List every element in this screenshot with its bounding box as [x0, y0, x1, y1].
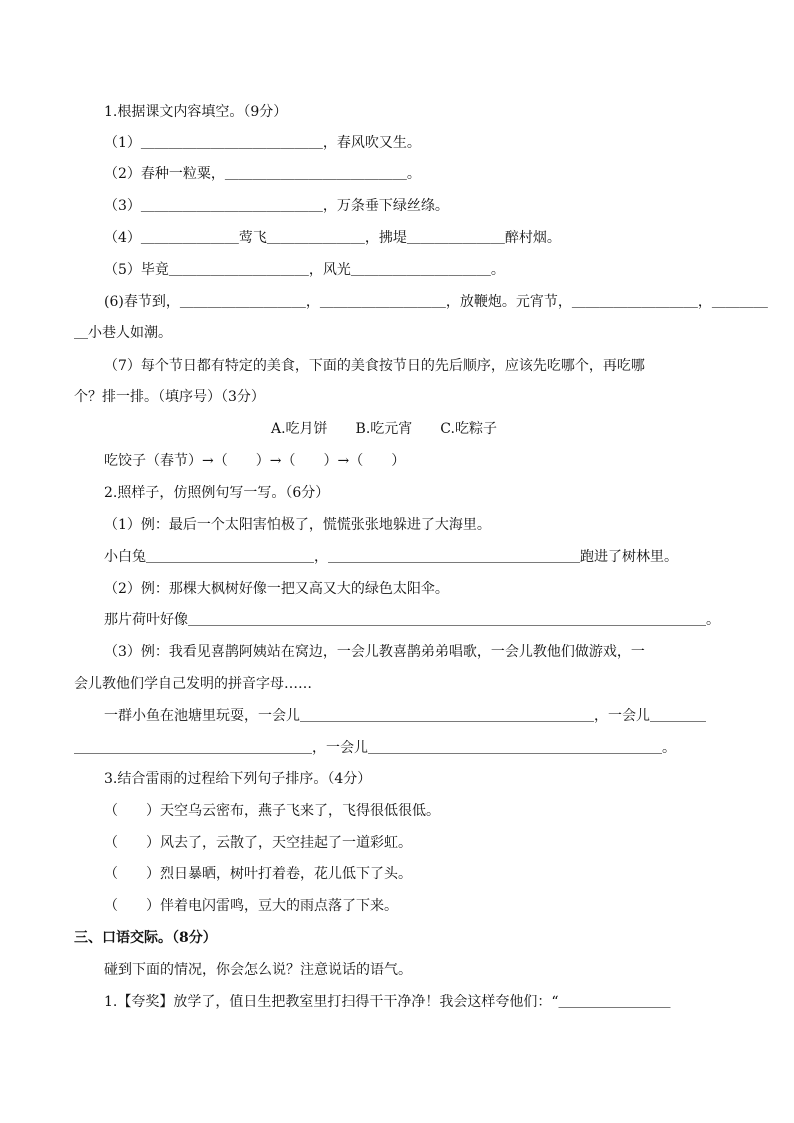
- question-3-item-4: （ ）伴着电闪雷鸣，豆大的雨点落了下来。: [104, 898, 398, 914]
- question-1-item-6-cont: ＿小巷人如潮。: [74, 325, 172, 341]
- question-2-example-1: （1）例：最后一个太阳害怕极了，慌慌张张地躲进了大海里。: [104, 517, 491, 533]
- question-2-answer-3-cont: ＿＿＿＿＿＿＿＿＿＿＿＿＿＿＿＿＿，一会儿＿＿＿＿＿＿＿＿＿＿＿＿＿＿＿＿＿＿＿＿＿。: [74, 740, 676, 756]
- question-1-item-3: （3）＿＿＿＿＿＿＿＿＿＿＿＿＿，万条垂下绿丝绦。: [104, 198, 449, 214]
- section-3-heading: 三、口语交际。（8分）: [74, 930, 217, 946]
- question-1-item-2: （2）春种一粒粟，＿＿＿＿＿＿＿＿＿＿＿＿＿。: [104, 166, 421, 182]
- question-3-item-3: （ ）烈日暴晒，树叶打着卷，花儿低下了头。: [104, 866, 412, 882]
- question-1-item-7: （7）每个节日都有特定的美食，下面的美食按节日的先后顺序，应该先吃哪个，再吃哪: [104, 358, 645, 374]
- question-1-title: 1.根据课文内容填空。（9分）: [104, 104, 288, 120]
- food-options: A.吃月饼 B.吃元宵 C.吃粽子: [271, 421, 497, 437]
- question-2-answer-1: 小白兔＿＿＿＿＿＿＿＿＿＿＿＿，＿＿＿＿＿＿＿＿＿＿＿＿＿＿＿＿＿＿跑进了树林里。: [104, 549, 678, 565]
- question-3-item-2: （ ）风去了，云散了，天空挂起了一道彩虹。: [104, 835, 412, 851]
- section-3-instruction: 碰到下面的情况，你会怎么说？注意说话的语气。: [104, 962, 412, 978]
- question-2-example-3-cont: 会儿教他们学自己发明的拼音字母……: [74, 676, 312, 692]
- question-1-item-7-cont: 个？排一排。（填序号）（3分）: [74, 389, 265, 405]
- question-1-item-6: (6)春节到，＿＿＿＿＿＿＿＿＿，＿＿＿＿＿＿＿＿＿，放鞭炮。元宵节，＿＿＿＿＿＿＿＿＿，＿＿＿＿: [104, 294, 768, 310]
- question-2-example-3: （3）例：我看见喜鹊阿姨站在窝边，一会儿教喜鹊弟弟唱歌，一会儿教他们做游戏，一: [104, 644, 645, 660]
- section-3-item-1: 1.【夸奖】放学了，值日生把教室里打扫得干干净净！我会这样夸他们：“＿＿＿＿＿＿＿＿: [104, 994, 671, 1010]
- question-2-answer-3: 一群小鱼在池塘里玩耍，一会儿＿＿＿＿＿＿＿＿＿＿＿＿＿＿＿＿＿＿＿＿＿，一会儿＿＿＿＿: [104, 708, 706, 724]
- question-1-item-4: （4）＿＿＿＿＿＿＿莺飞＿＿＿＿＿＿＿，拂堤＿＿＿＿＿＿＿醉村烟。: [104, 230, 561, 246]
- question-2-example-2: （2）例：那棵大枫树好像一把又高又大的绿色太阳伞。: [104, 581, 449, 597]
- question-1-item-1: （1）＿＿＿＿＿＿＿＿＿＿＿＿＿，春风吹又生。: [104, 135, 421, 151]
- food-order-line: 吃饺子（春节）→（ ）→（ ）→（ ）: [104, 453, 406, 469]
- question-2-title: 2.照样子，仿照例句写一写。（6分）: [104, 485, 330, 501]
- question-2-answer-2: 那片荷叶好像＿＿＿＿＿＿＿＿＿＿＿＿＿＿＿＿＿＿＿＿＿＿＿＿＿＿＿＿＿＿＿＿＿＿＿＿＿。: [104, 612, 720, 628]
- question-3-title: 3.结合雷雨的过程给下列句子排序。（4分）: [104, 771, 372, 787]
- question-3-item-1: （ ）天空乌云密布，燕子飞来了，飞得很低很低。: [104, 803, 440, 819]
- question-1-item-5: （5）毕竟＿＿＿＿＿＿＿＿＿＿，风光＿＿＿＿＿＿＿＿＿＿。: [104, 262, 505, 278]
